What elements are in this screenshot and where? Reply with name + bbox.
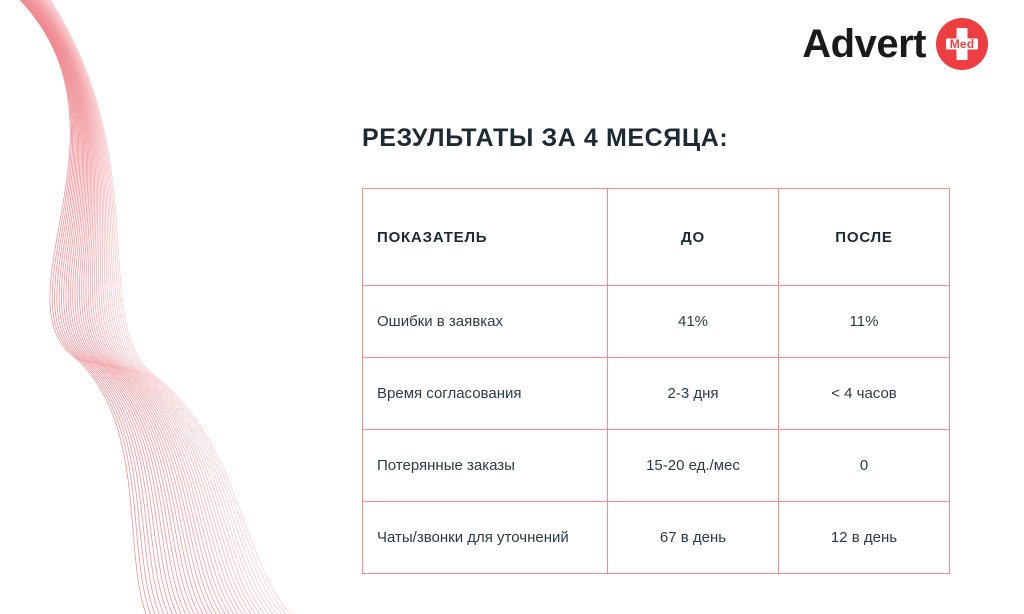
table-row <box>363 430 950 502</box>
cell-metric: Чаты/звонки для уточнений <box>363 502 608 574</box>
logo-wordmark: Advert <box>802 22 926 66</box>
table-row <box>363 502 950 574</box>
table-body <box>363 286 950 574</box>
cell-before: 67 в день <box>608 502 779 574</box>
column-header-after: ПОСЛЕ <box>779 189 950 286</box>
cell-after: 11% <box>779 286 950 358</box>
cell-before: 41% <box>608 286 779 358</box>
cell-before: 15-20 ед./мес <box>608 430 779 502</box>
cell-before: 2-3 дня <box>608 358 779 430</box>
logo-badge-label: Med <box>949 37 975 51</box>
cell-metric: Ошибки в заявках <box>363 286 608 358</box>
cell-after: 0 <box>779 430 950 502</box>
table-row <box>363 358 950 430</box>
cell-metric: Время согласования <box>363 358 608 430</box>
page-title: РЕЗУЛЬТАТЫ ЗА 4 МЕСЯЦА: <box>362 124 729 152</box>
medical-cross-icon <box>936 18 988 70</box>
table-header-row <box>363 189 950 286</box>
cell-after: < 4 часов <box>779 358 950 430</box>
brand-logo <box>802 18 988 70</box>
table-header <box>363 189 950 286</box>
results-table <box>362 188 950 574</box>
cell-metric: Потерянные заказы <box>363 430 608 502</box>
column-header-metric: ПОКАЗАТЕЛЬ <box>363 189 608 286</box>
cell-after: 12 в день <box>779 502 950 574</box>
red-wave-lines-decoration <box>0 0 340 614</box>
table-row <box>363 286 950 358</box>
column-header-before: ДО <box>608 189 779 286</box>
